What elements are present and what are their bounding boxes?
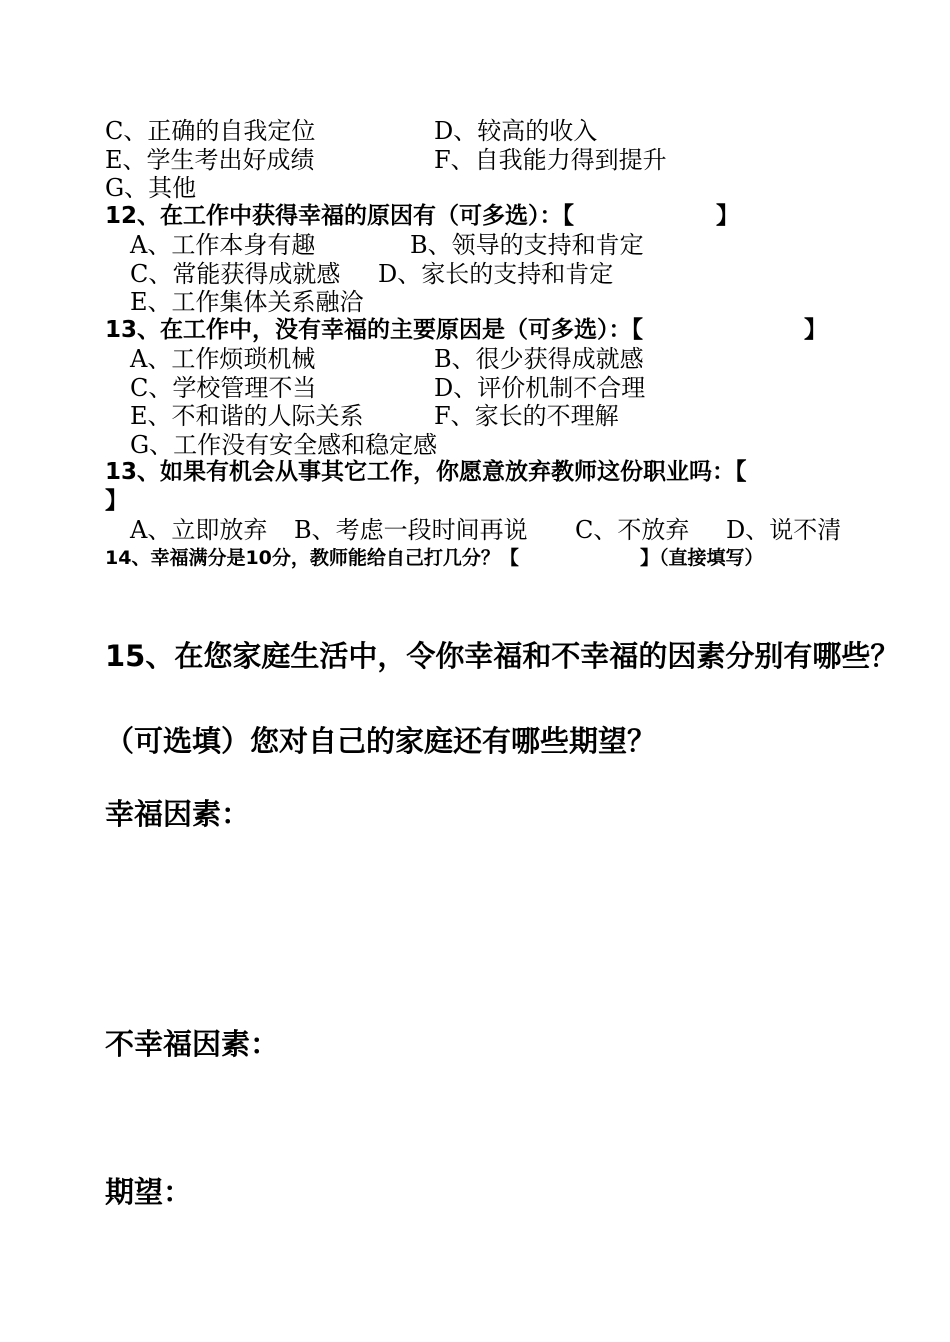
option-c-q11: C、正确的自我定位 [105,117,316,145]
option-f-q11: F、自我能力得到提升 [434,146,667,174]
option-e-q12: E、工作集体关系融洽 [130,288,364,316]
option-b-q13b: B、考虑一段时间再说 [294,516,528,544]
question-14-title: 14、幸福满分是10分，教师能给自己打几分？【 [105,547,519,569]
question-13b-title: 13、如果有机会从事其它工作，你愿意放弃教师这份职业吗：【 [105,459,747,485]
option-g-q13: G、工作没有安全感和稳定感 [130,431,438,459]
happy-factors-label: 幸福因素： [105,797,251,831]
option-d-q11: D、较高的收入 [434,117,598,145]
option-b-q12: B、领导的支持和肯定 [410,231,644,259]
question-13b-bracket-close: 】 [105,488,128,514]
question-13-title: 13、在工作中，没有幸福的主要原因是（可多选）：【 [105,317,644,343]
option-g-q11: G、其他 [105,174,197,202]
hope-label: 期望： [105,1175,193,1209]
question-15-subtitle: （可选填）您对自己的家庭还有哪些期望？ [105,724,657,758]
option-e-q13: E、不和谐的人际关系 [130,402,364,430]
option-c-q13b: C、不放弃 [575,516,690,544]
question-13-bracket-close: 】 [804,317,827,343]
question-12-bracket-close: 】 [716,203,739,229]
unhappy-factors-label: 不幸福因素： [105,1027,280,1061]
option-d-q13b: D、说不清 [726,516,842,544]
option-a-q13b: A、立即放弃 [130,516,268,544]
option-a-q12: A、工作本身有趣 [130,231,316,259]
option-f-q13: F、家长的不理解 [434,402,619,430]
option-c-q13: C、学校管理不当 [130,374,317,402]
option-e-q11: E、学生考出好成绩 [105,146,315,174]
question-12-title: 12、在工作中获得幸福的原因有（可多选）：【 [105,203,575,229]
option-d-q13: D、评价机制不合理 [434,374,646,402]
question-14-bracket-close: 】（直接填写） [640,547,764,569]
option-b-q13: B、很少获得成就感 [434,345,644,373]
option-a-q13: A、工作烦琐机械 [130,345,316,373]
option-d-q12: D、家长的支持和肯定 [378,260,614,288]
question-15-title: 15、在您家庭生活中，令你幸福和不幸福的因素分别有哪些？ [105,639,900,673]
option-c-q12: C、常能获得成就感 [130,260,341,288]
